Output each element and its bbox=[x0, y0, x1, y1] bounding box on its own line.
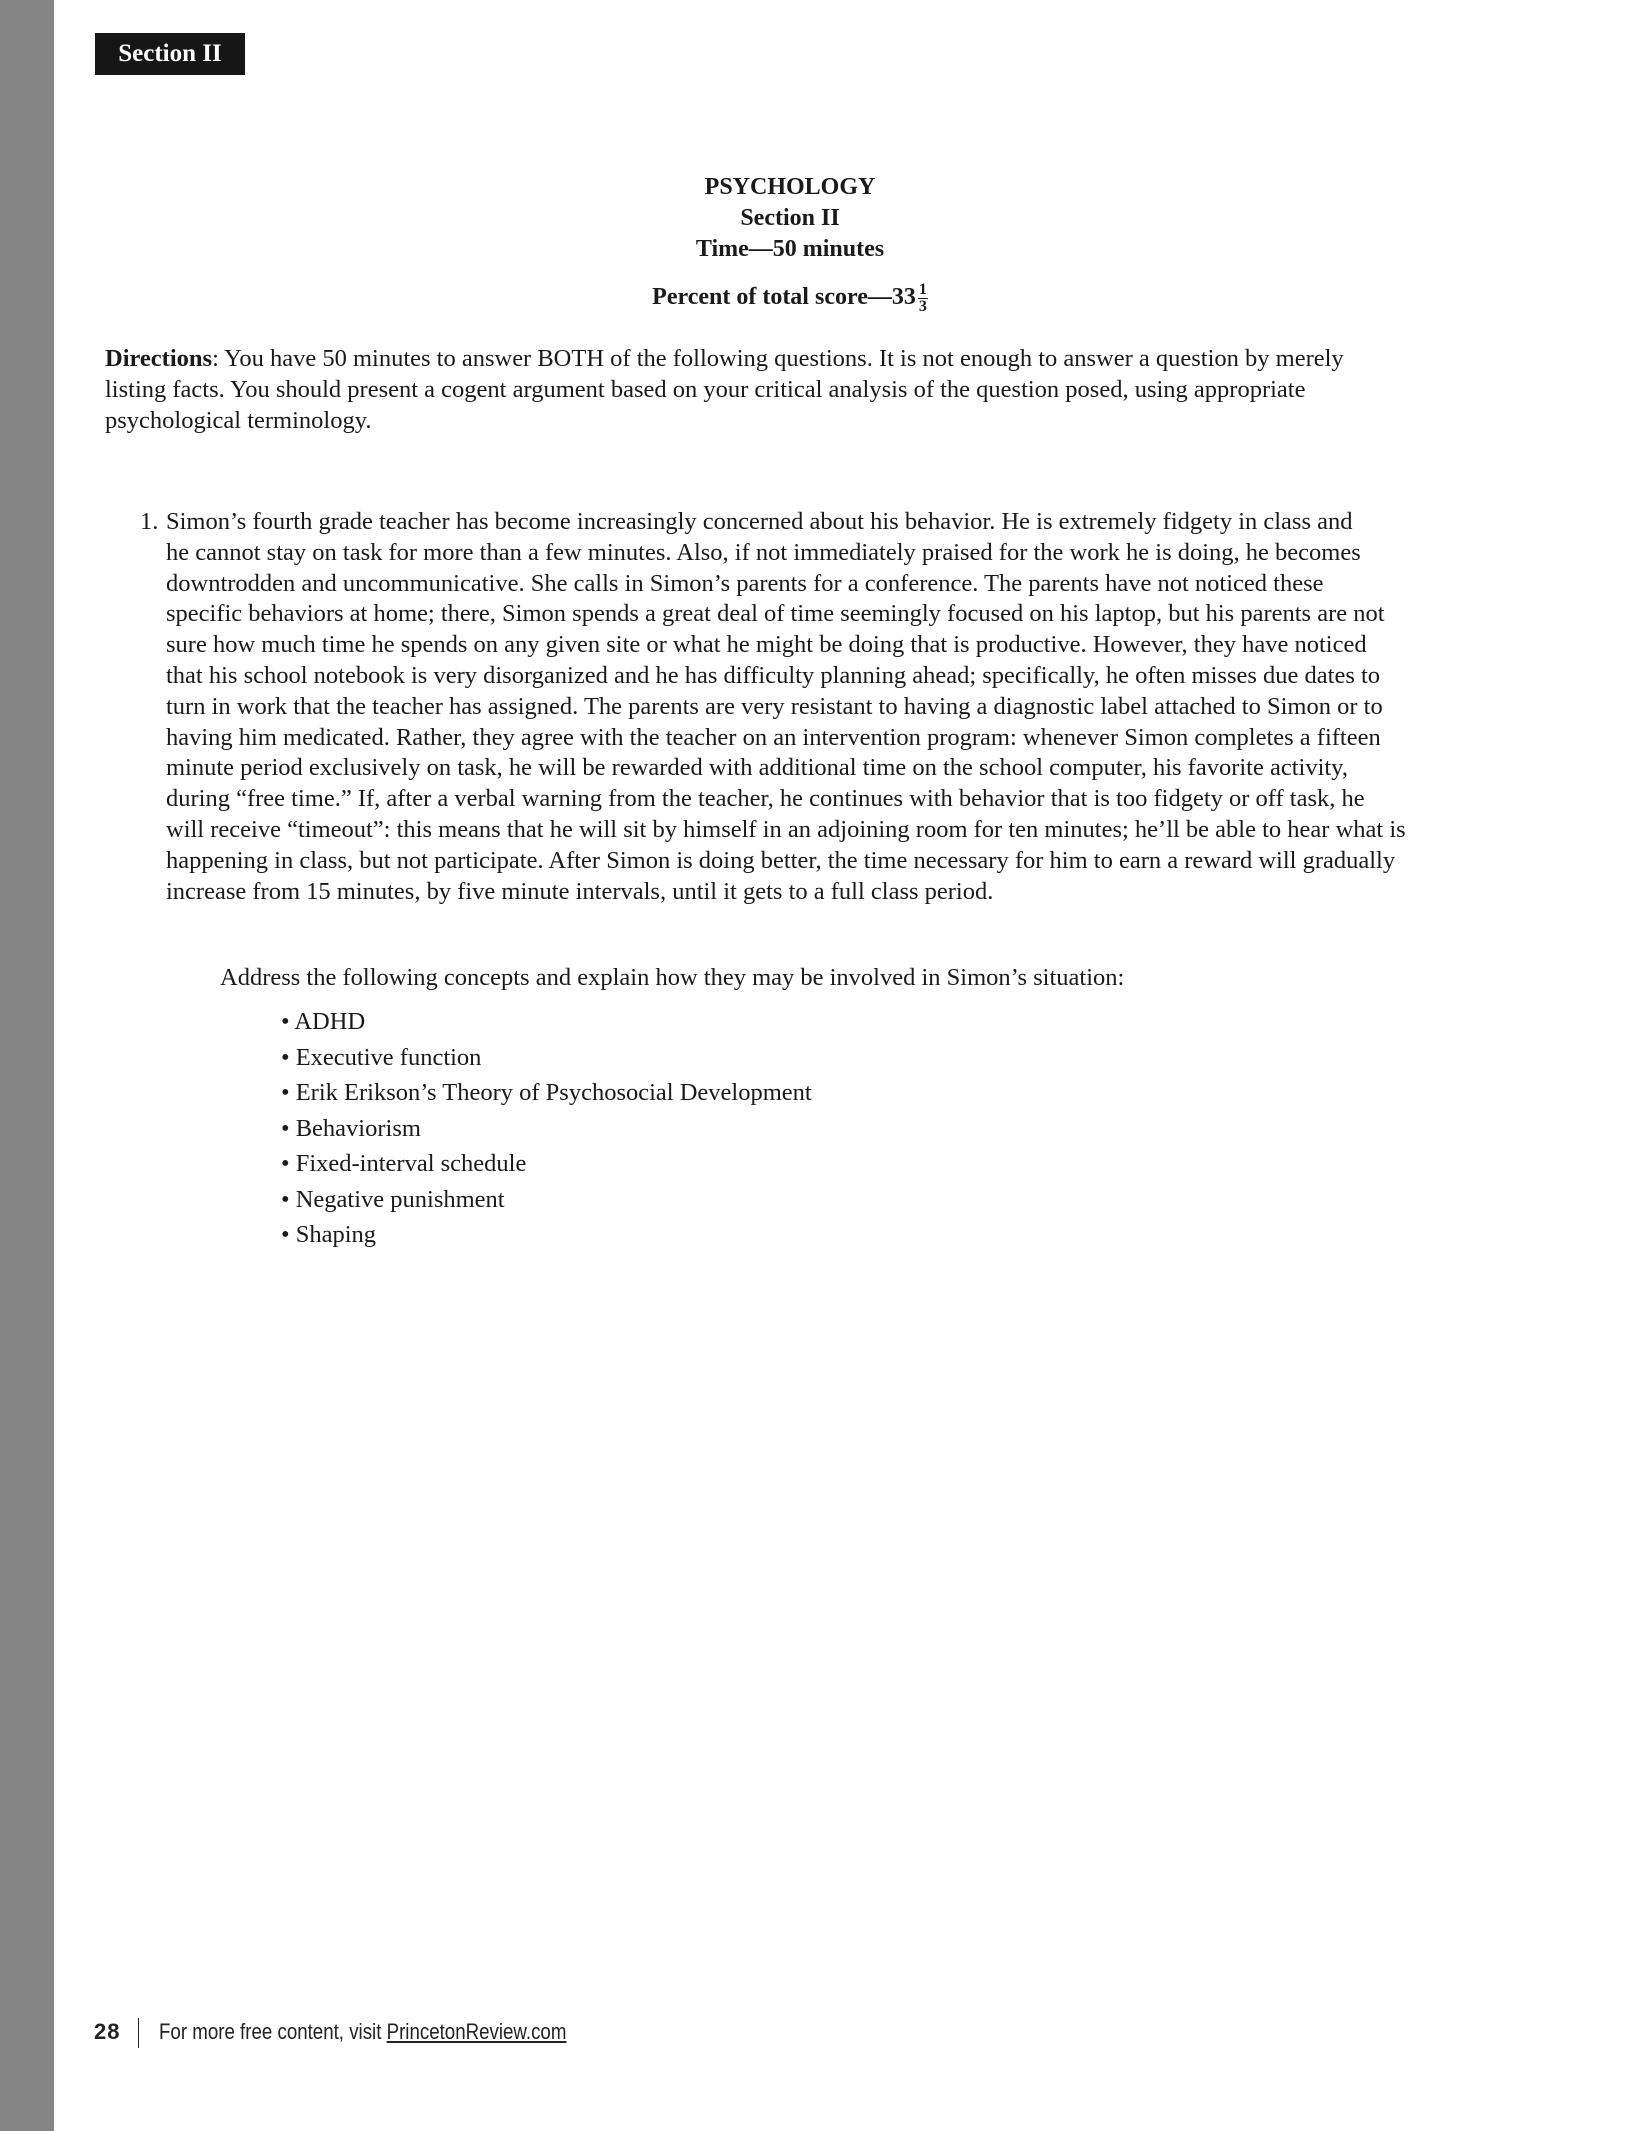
fraction bbox=[918, 282, 928, 315]
fraction-denominator: 3 bbox=[918, 298, 927, 315]
princeton-review-link[interactable]: PrincetonReview.com bbox=[387, 2019, 567, 2044]
question-line: having him medicated. Rather, they agree with the teacher on an intervention program: whenever Simon completes a fifteen bbox=[166, 723, 1381, 751]
concept-item bbox=[281, 1220, 376, 1250]
question-line: increase from 15 minutes, by five minute intervals, until it gets to a full class period. bbox=[166, 877, 994, 905]
bullet-icon: • bbox=[281, 1079, 296, 1106]
concept-item bbox=[281, 1114, 421, 1144]
time-title: Time—50 minutes bbox=[695, 236, 885, 262]
bullet-icon: • bbox=[281, 1221, 296, 1248]
concept-label: Negative punishment bbox=[295, 1185, 505, 1213]
question-line: that his school notebook is very disorganized and he has difficulty planning ahead; specifically, he often misses due dates to bbox=[166, 662, 1381, 689]
bullet-icon: • bbox=[281, 1185, 296, 1213]
bullet-icon: • bbox=[281, 1114, 296, 1142]
question-line: he cannot stay on task for more than a few minutes. Also, if not immediately praised for the work he is doing, he becomes bbox=[166, 538, 1361, 566]
concept-label: Behaviorism bbox=[295, 1114, 421, 1142]
concept-label: Shaping bbox=[295, 1221, 377, 1248]
question-line: specific behaviors at home; there, Simon spends a great deal of time seemingly focused on his laptop, but his parents are not bbox=[166, 600, 1385, 628]
directions-text: : You have 50 minutes to answer BOTH of the following questions. It is not enough to answer a question by merely bbox=[212, 345, 1344, 372]
footer-text: For more free content, visit bbox=[159, 2019, 388, 2044]
question-line: minute period exclusively on task, he will be rewarded with additional time on the school computer, his favorite activity, bbox=[166, 754, 1348, 782]
concept-label: ADHD bbox=[294, 1008, 366, 1035]
footer-divider bbox=[138, 2018, 139, 2048]
concept-item bbox=[281, 1078, 812, 1108]
question-line: will receive “timeout”: this means that he will sit by himself in an adjoining room for ten minutes; he’ll be able to hear what is bbox=[166, 816, 1406, 843]
subject-title: PSYCHOLOGY bbox=[704, 174, 876, 200]
concept-item bbox=[281, 1185, 505, 1215]
directions-line: listing facts. You should present a cogent argument based on your critical analysis of the question posed, using appropriate bbox=[105, 376, 1306, 403]
concept-item bbox=[281, 1149, 526, 1179]
question-line: turn in work that the teacher has assigned. The parents are very resistant to having a diagnostic label attached to Simon or to bbox=[166, 692, 1383, 720]
question-line: downtrodden and uncommunicative. She calls in Simon’s parents for a conference. The parents have not noticed these bbox=[166, 569, 1324, 597]
question-line: sure how much time he spends on any given site or what he might be doing that is productive. However, they have noticed bbox=[166, 631, 1367, 659]
question-prompt: Address the following concepts and explain how they may be involved in Simon’s situation: bbox=[220, 964, 1125, 991]
concept-label: Fixed-interval schedule bbox=[295, 1150, 527, 1177]
section-tag: Section II bbox=[95, 33, 245, 75]
concept-label: Erik Erikson’s Theory of Psychosocial Development bbox=[295, 1079, 812, 1106]
question-line: during “free time.” If, after a verbal warning from the teacher, he continues with behavior that is too fidgety or off task, he bbox=[166, 785, 1365, 813]
directions-label: Directions bbox=[105, 345, 213, 372]
bullet-icon: • bbox=[281, 1008, 295, 1035]
percent-score bbox=[0, 282, 1580, 315]
section-title: Section II bbox=[740, 205, 840, 231]
concept-item bbox=[281, 1007, 365, 1037]
page-footer bbox=[94, 2017, 639, 2048]
question-line: Simon’s fourth grade teacher has become increasingly concerned about his behavior. He is extremely fidgety in class and bbox=[166, 508, 1353, 535]
page-number: 28 bbox=[94, 2019, 121, 2044]
question-number: 1. bbox=[140, 508, 159, 535]
directions-line bbox=[105, 344, 1344, 374]
bullet-icon: • bbox=[281, 1043, 296, 1071]
directions-line: psychological terminology. bbox=[105, 407, 372, 434]
bullet-icon: • bbox=[281, 1150, 296, 1177]
concept-label: Executive function bbox=[295, 1043, 482, 1071]
page-edge-bar bbox=[0, 0, 54, 2131]
fraction-numerator: 1 bbox=[918, 281, 927, 298]
question-line: happening in class, but not participate. After Simon is doing better, the time necessary for him to earn a reward will gradually bbox=[166, 846, 1396, 874]
percent-label: Percent of total score—33 bbox=[652, 284, 916, 311]
concept-item bbox=[281, 1043, 481, 1073]
